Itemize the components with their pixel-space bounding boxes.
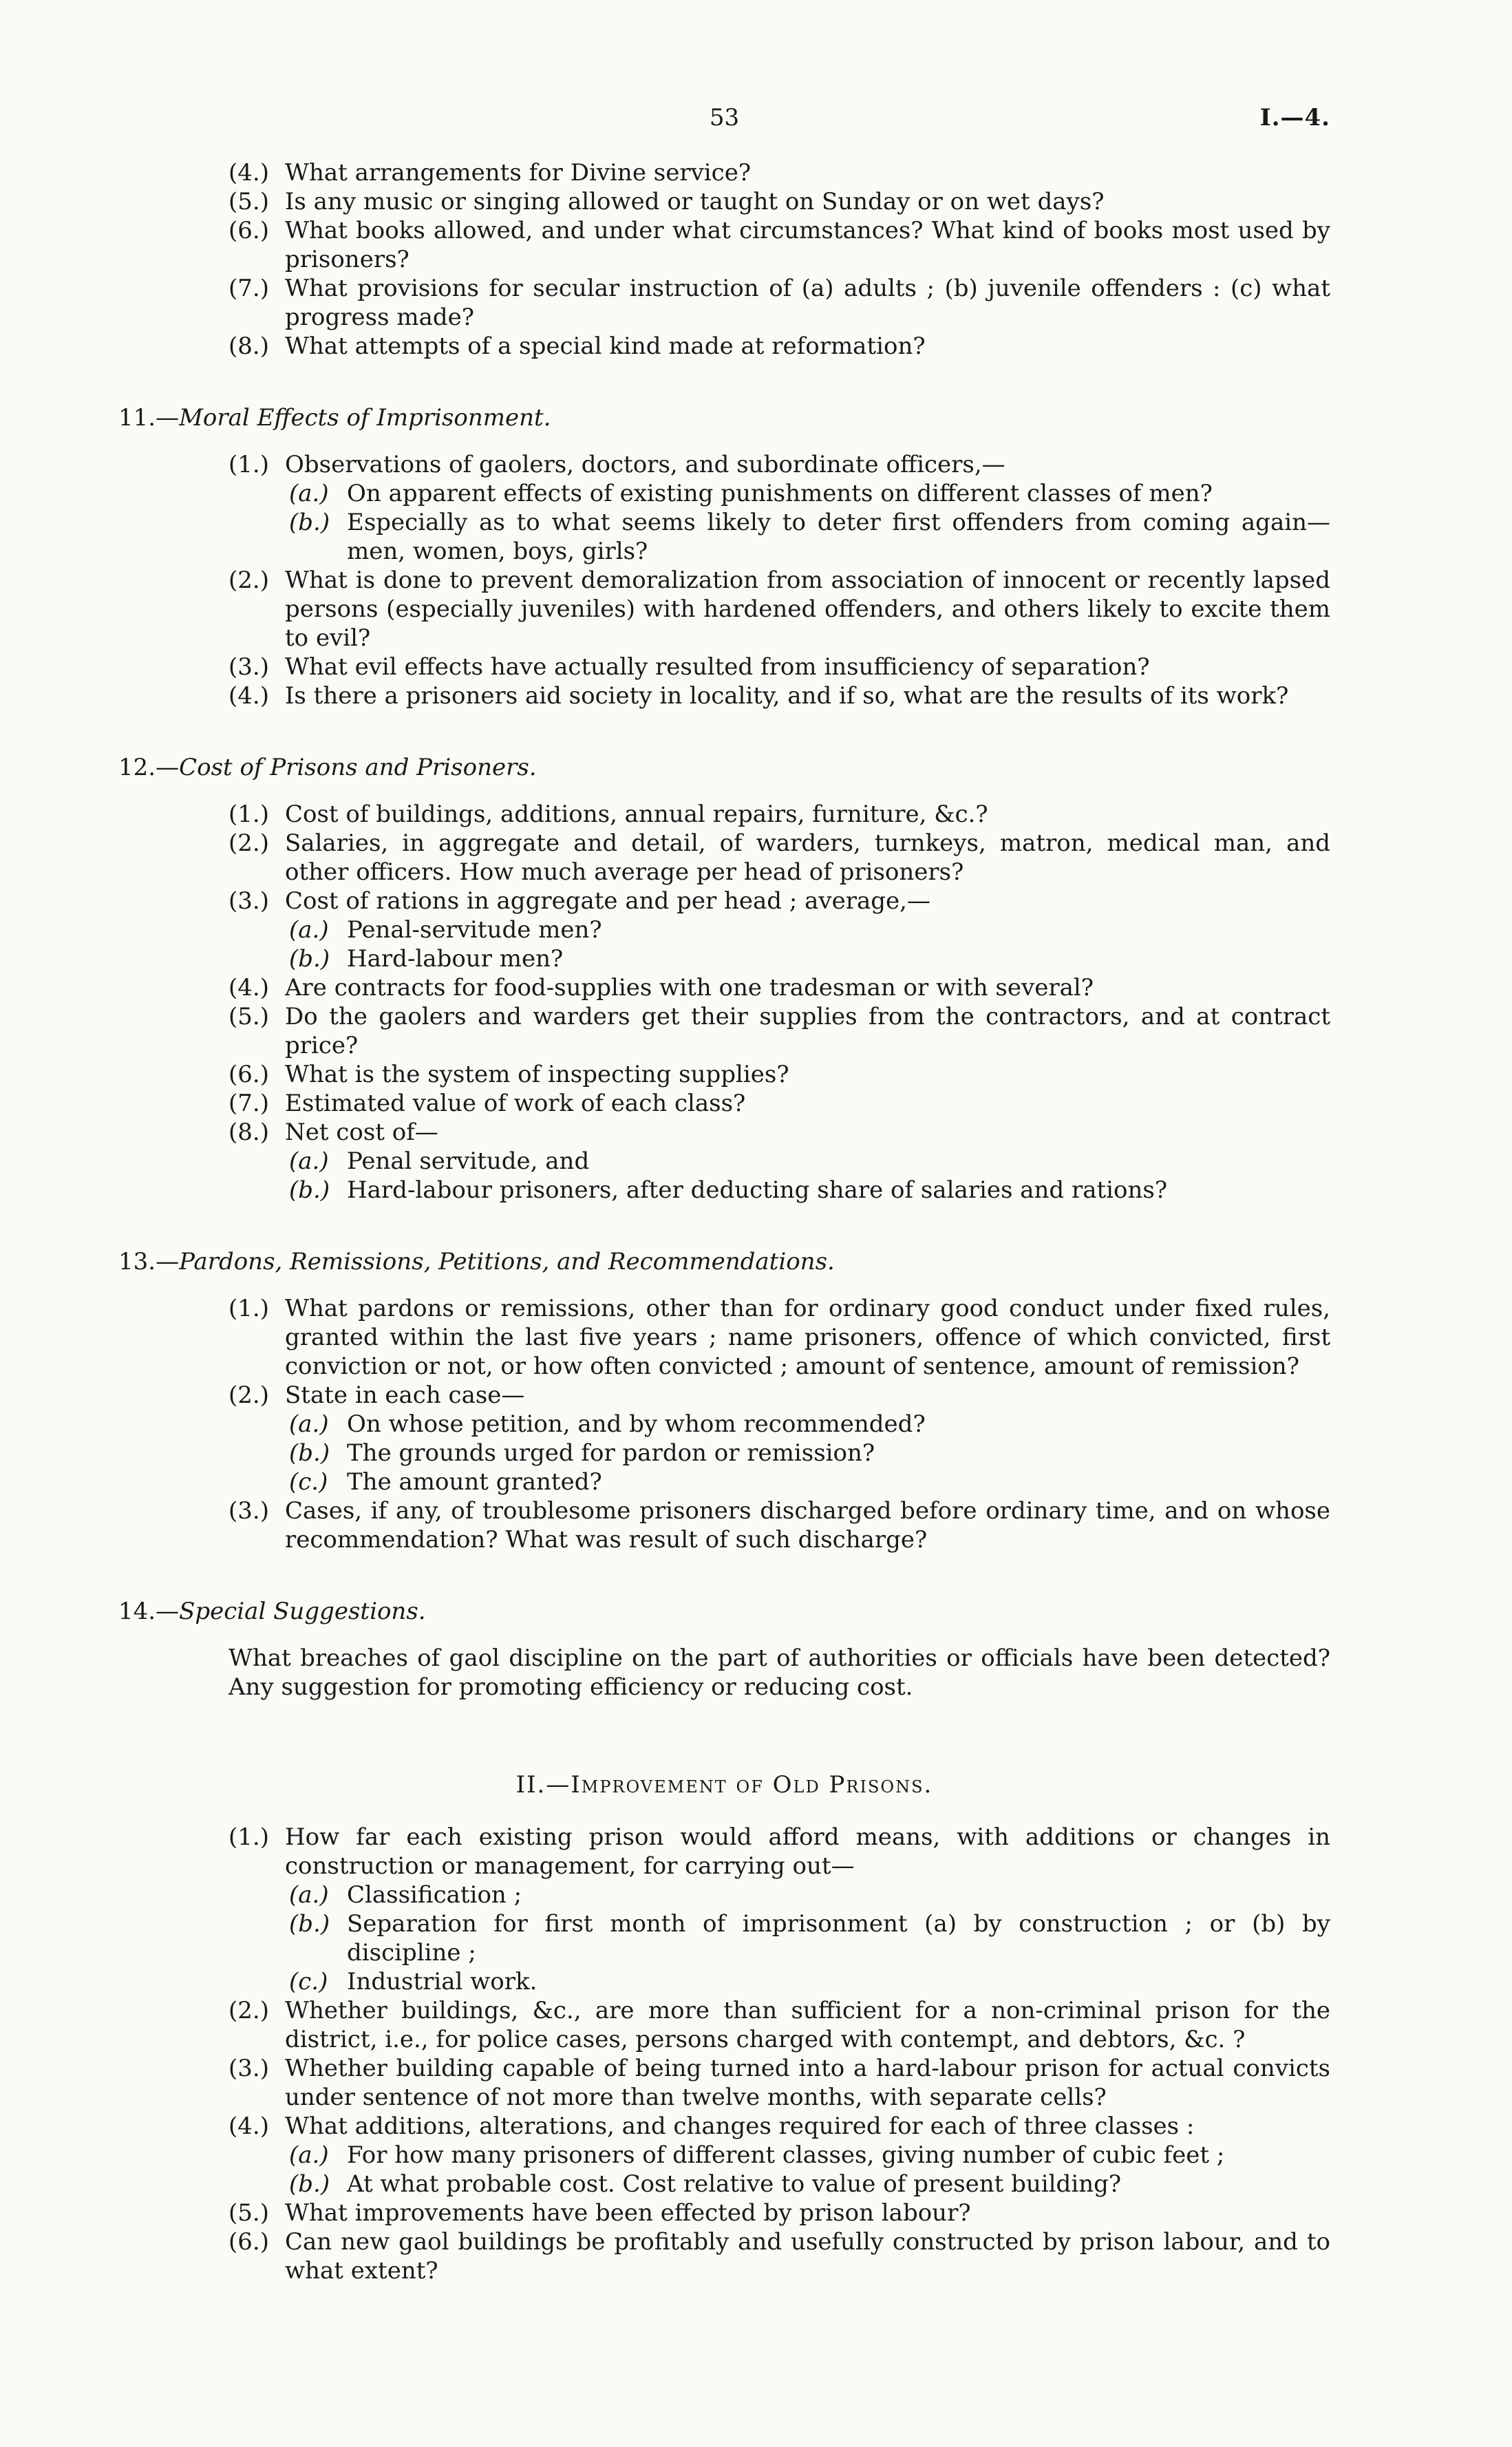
section-number: 11.— — [118, 404, 180, 432]
subitem-label: (a.) — [289, 916, 329, 944]
subitem-text: Separation for first month of imprisonment (a) by construction ; or (b) by discipline ; — [347, 1910, 1330, 1967]
section-heading — [118, 1247, 1330, 1276]
item-label: (1.) — [228, 451, 269, 478]
page-number: 53 — [709, 104, 740, 131]
item-text: Can new gaol buildings be profitably and usefully constructed by prison labour, and to what extent? — [285, 2228, 1330, 2285]
item-text: Cost of rations in aggregate and per head ; average,— — [285, 887, 930, 915]
question-item — [228, 1996, 1330, 2054]
question-subitem — [289, 1909, 1330, 1967]
item-text: Net cost of— — [285, 1119, 438, 1146]
item-label: (2.) — [228, 566, 269, 594]
question-subitem — [289, 944, 1330, 973]
item-text: What is done to prevent demoralization from association of innocent or recently lapsed persons (especially juveniles) with hardened offenders, and others likely to excite them to evil? — [285, 566, 1330, 652]
question-item — [228, 800, 1330, 829]
question-item — [228, 653, 1330, 681]
question-item — [228, 681, 1330, 710]
subitem-text: Industrial work. — [347, 1968, 537, 1995]
item-label: (8.) — [228, 332, 269, 360]
item-text: What evil effects have actually resulted from insufficiency of separation? — [285, 653, 1150, 681]
subitem-text: On apparent effects of existing punishments on different classes of men? — [347, 480, 1213, 507]
question-item — [228, 887, 1330, 973]
item-label: (6.) — [228, 1061, 269, 1088]
item-label: (5.) — [228, 2199, 269, 2227]
question-subitem — [289, 1881, 1330, 1909]
page-mark: I.—4. — [1259, 104, 1330, 131]
item-label: (4.) — [228, 2112, 269, 2140]
section-heading — [118, 753, 1330, 782]
item-label: (8.) — [228, 1119, 269, 1146]
page-header — [118, 103, 1330, 135]
question-item — [228, 1089, 1330, 1118]
item-text: How far each existing prison would afford means, with additions or changes in construction or management, for carrying out— — [285, 1823, 1330, 1880]
subitem-text: Penal-servitude men? — [347, 916, 602, 944]
part-heading: II.—Improvement of Old Prisons. — [515, 1771, 933, 1799]
question-item — [228, 158, 1330, 187]
item-text: What improvements have been effected by prison labour? — [285, 2199, 971, 2227]
section-number: 14.— — [118, 1598, 180, 1625]
subitem-label: (b.) — [289, 1439, 330, 1467]
subitem-text: The grounds urged for pardon or remission? — [347, 1439, 875, 1467]
subitem-text: Penal servitude, and — [347, 1147, 590, 1175]
question-item — [228, 332, 1330, 361]
question-subitem — [289, 2170, 1330, 2199]
subitem-label: (a.) — [289, 2141, 329, 2169]
item-text: Are contracts for food-supplies with one tradesman or with several? — [285, 974, 1094, 1002]
question-item — [228, 2227, 1330, 2285]
question-item — [228, 2112, 1330, 2199]
item-text: Cases, if any, of troublesome prisoners discharged before ordinary time, and on whose recommendation? What was result of such discharge? — [285, 1497, 1330, 1554]
subitem-text: Especially as to what seems likely to deter first offenders from coming again—men, women, boys, girls? — [347, 509, 1330, 565]
subitem-label: (a.) — [289, 1147, 329, 1175]
question-subitem — [289, 2141, 1330, 2170]
item-label: (2.) — [228, 1997, 269, 2024]
item-label: (3.) — [228, 1497, 269, 1525]
item-text: Observations of gaolers, doctors, and subordinate officers,— — [285, 451, 1005, 478]
subitem-text: For how many prisoners of different classes, giving number of cubic feet ; — [347, 2141, 1225, 2169]
item-text: Whether building capable of being turned into a hard-labour prison for actual convicts under sentence of not more than twelve months, with separate cells? — [285, 2055, 1330, 2111]
item-label: (6.) — [228, 217, 269, 244]
question-subitem — [289, 1410, 1330, 1439]
item-text: What provisions for secular instruction of (a) adults ; (b) juvenile offenders : (c) what progress made? — [285, 275, 1330, 331]
question-subitem — [289, 1176, 1330, 1205]
question-item — [228, 1496, 1330, 1554]
question-subitem — [289, 508, 1330, 566]
question-item — [228, 566, 1330, 653]
question-subitem — [289, 1967, 1330, 1996]
item-text: Salaries, in aggregate and detail, of warders, turnkeys, matron, medical man, and other officers. How much average per head of prisoners? — [285, 829, 1330, 886]
item-text: Estimated value of work of each class? — [285, 1090, 746, 1117]
item-text: Cost of buildings, additions, annual repairs, furniture, &c.? — [285, 801, 988, 828]
section-paragraph: What breaches of gaol discipline on the part of authorities or officials have been detected? Any suggestion for promoting efficiency or reducing cost. — [228, 1644, 1330, 1701]
subitem-label: (b.) — [289, 1910, 330, 1938]
item-label: (1.) — [228, 801, 269, 828]
item-text: What books allowed, and under what circumstances? What kind of books most used by prisoners? — [285, 217, 1330, 273]
item-text: Whether buildings, &c., are more than sufficient for a non-criminal prison for the district, i.e., for police cases, persons charged with contempt, and debtors, &c. ? — [285, 1997, 1330, 2053]
item-label: (7.) — [228, 275, 269, 302]
question-item — [228, 216, 1330, 274]
question-item — [228, 2199, 1330, 2227]
item-text: Is there a prisoners aid society in locality, and if so, what are the results of its work? — [285, 682, 1289, 710]
question-subitem — [289, 1468, 1330, 1496]
question-item — [228, 274, 1330, 332]
question-item — [228, 1002, 1330, 1060]
question-item — [228, 450, 1330, 566]
section-heading — [118, 1597, 1330, 1626]
subitem-label: (b.) — [289, 945, 330, 973]
item-label: (3.) — [228, 2055, 269, 2082]
question-subitem — [289, 1147, 1330, 1176]
subitem-text: Hard-labour men? — [347, 945, 564, 973]
question-item — [228, 1060, 1330, 1089]
item-label: (1.) — [228, 1295, 269, 1322]
item-text: What additions, alterations, and changes required for each of three classes : — [285, 2112, 1195, 2140]
question-item — [228, 2054, 1330, 2112]
question-item — [228, 1118, 1330, 1205]
question-item — [228, 973, 1330, 1002]
document-body — [118, 158, 1330, 2285]
section-number: 13.— — [118, 1248, 180, 1275]
item-label: (2.) — [228, 829, 269, 857]
question-subitem — [289, 915, 1330, 944]
item-label: (6.) — [228, 2228, 269, 2256]
question-subitem — [289, 1439, 1330, 1468]
section-title: Pardons, Remissions, Petitions, and Recommendations. — [179, 1248, 835, 1275]
subitem-text: Hard-labour prisoners, after deducting share of salaries and rations? — [347, 1176, 1168, 1204]
subitem-text: On whose petition, and by whom recommended? — [347, 1410, 926, 1438]
item-label: (4.) — [228, 974, 269, 1002]
section-title: Special Suggestions. — [179, 1598, 426, 1625]
question-item — [228, 1294, 1330, 1381]
item-label: (3.) — [228, 887, 269, 915]
item-text: What pardons or remissions, other than for ordinary good conduct under fixed rules, granted within the last five years ; name prisoners, offence of which convicted, first conviction or not, or how often convicted ; amount of sentence, amount of remission? — [285, 1295, 1330, 1380]
subitem-label: (c.) — [289, 1468, 328, 1496]
subitem-text: Classification ; — [347, 1881, 522, 1909]
item-text: State in each case— — [285, 1381, 525, 1409]
item-label: (5.) — [228, 1003, 269, 1030]
section-number: 12.— — [118, 754, 180, 781]
subitem-label: (a.) — [289, 1410, 329, 1438]
section-title: Moral Effects of Imprisonment. — [179, 404, 551, 432]
item-label: (4.) — [228, 159, 269, 187]
question-item — [228, 187, 1330, 216]
item-label: (3.) — [228, 653, 269, 681]
question-item — [228, 1823, 1330, 1996]
item-text: What attempts of a special kind made at reformation? — [285, 332, 926, 360]
subitem-text: At what probable cost. Cost relative to value of present building? — [347, 2170, 1122, 2198]
subitem-label: (b.) — [289, 509, 330, 536]
item-text: Is any music or singing allowed or taught on Sunday or on wet days? — [285, 188, 1105, 215]
item-text: What arrangements for Divine service? — [285, 159, 752, 187]
section-title: Cost of Prisons and Prisoners. — [179, 754, 537, 781]
question-subitem — [289, 479, 1330, 508]
item-label: (1.) — [228, 1823, 269, 1851]
item-label: (4.) — [228, 682, 269, 710]
section-heading — [118, 403, 1330, 432]
item-label: (7.) — [228, 1090, 269, 1117]
question-item — [228, 1381, 1330, 1496]
subitem-label: (a.) — [289, 1881, 329, 1909]
subitem-label: (c.) — [289, 1968, 328, 1995]
item-label: (2.) — [228, 1381, 269, 1409]
subitem-label: (b.) — [289, 2170, 330, 2198]
subitem-label: (a.) — [289, 480, 329, 507]
item-text: What is the system of inspecting supplies? — [285, 1061, 789, 1088]
item-text: Do the gaolers and warders get their supplies from the contractors, and at contract price? — [285, 1003, 1330, 1059]
question-item — [228, 829, 1330, 887]
subitem-label: (b.) — [289, 1176, 330, 1204]
item-label: (5.) — [228, 188, 269, 215]
subitem-text: The amount granted? — [347, 1468, 602, 1496]
